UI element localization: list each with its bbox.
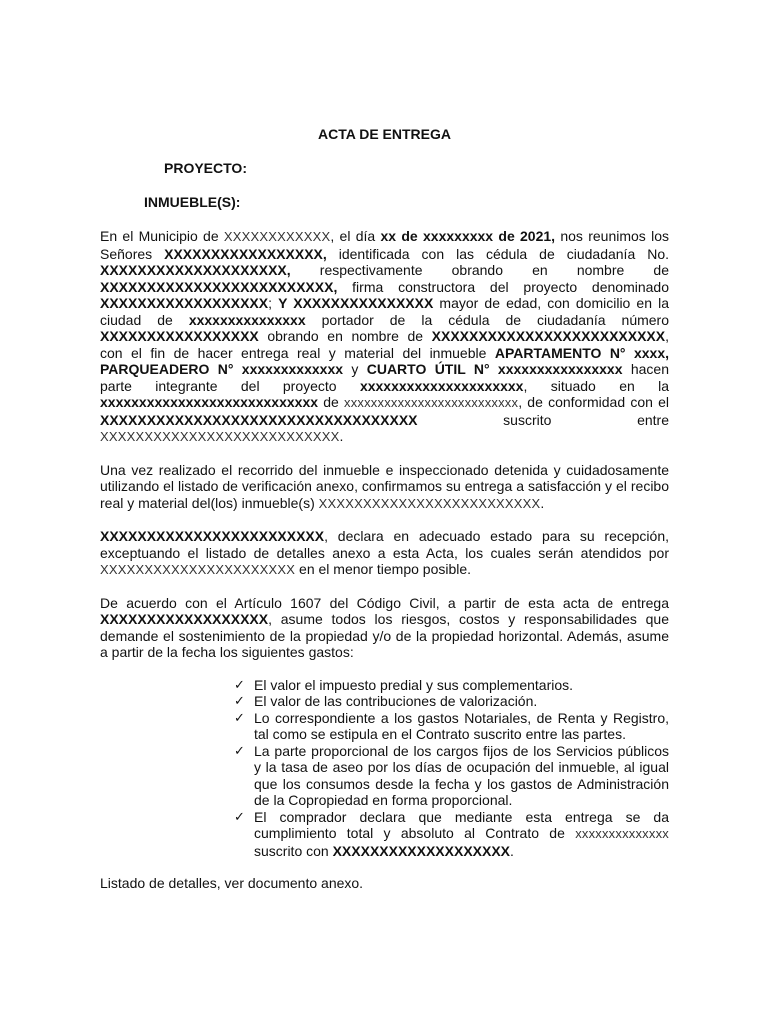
placeholder: XXXXXXXXXXXXXXXXXXXXXXXXXXX xyxy=(100,429,340,444)
placeholder: XXXXXXXXXXXXXXXXXXXXXXXXXXXXXXXXXX xyxy=(100,411,418,428)
text: hacen parte integrante del proyecto xyxy=(100,361,670,394)
placeholder: xxxxxxxxxxxxxxx xyxy=(188,311,306,328)
placeholder: xxxxxxxxxxxxxxxxxxxxxxxxxx xyxy=(344,395,519,410)
text: En el Municipio de xyxy=(100,228,224,244)
item-text: El valor de las contribuciones de valorización. xyxy=(254,693,538,709)
checklist-item xyxy=(234,809,669,860)
proyecto-label: PROYECTO: xyxy=(164,160,247,176)
check-icon: ✓ xyxy=(234,676,245,692)
text: , situado en la xyxy=(523,377,670,394)
paragraph-reunion xyxy=(100,228,669,446)
text: portador de la cédula de ciudadanía número xyxy=(305,311,670,328)
placeholder: XXXXXXXXXXXXXXXXXXXXXXXXX, xyxy=(100,278,338,295)
placeholder: XXXXXXXXXXXXXXXXXX xyxy=(100,611,269,627)
text: obrando en nombre de xyxy=(258,328,432,344)
text: , declara en adecuado estado para su recepción, exceptuando el listado de detalles anexo a esta Acta, los cuales serán atendidos por xyxy=(100,528,669,561)
item-text: . xyxy=(510,842,514,859)
placeholder: XXXXXXXXXXXXXXXXXXX xyxy=(332,842,511,859)
text: mayor de edad, con domicilio en la ciudad de xyxy=(100,295,669,328)
item-text: El valor el impuesto predial y sus complementarios. xyxy=(254,676,574,693)
placeholder: Y XXXXXXXXXXXXXXX xyxy=(278,295,434,311)
inmueble-label: INMUEBLE(S): xyxy=(144,194,241,210)
item-text: suscrito con xyxy=(254,842,333,859)
document-title: ACTA DE ENTREGA xyxy=(318,126,451,142)
check-icon: ✓ xyxy=(234,709,245,725)
text: De acuerdo con el Artículo 1607 del Código Civil, a partir de esta acta de entrega xyxy=(100,594,669,611)
text: y xyxy=(343,361,367,377)
paragraph-recepcion xyxy=(100,528,669,579)
text: firma constructora del proyecto denominado xyxy=(337,278,669,295)
fecha: xx de xxxxxxxxx de 2021, xyxy=(380,228,556,244)
checklist-item xyxy=(234,743,669,809)
checklist-item xyxy=(234,693,669,710)
placeholder: xxxxxxxxxxxxxxxxxxxxx xyxy=(359,377,524,394)
placeholder: xxxxxxxxxxxxxxxxxxxxxxxxxxxx xyxy=(100,394,319,410)
text: de xyxy=(318,394,344,410)
placeholder: XXXXXXXXXXXXXXXXXXXXXXXXX xyxy=(431,328,666,344)
text: ; xyxy=(268,295,279,311)
text: respectivamente obrando en nombre de xyxy=(290,262,669,278)
placeholder: XXXXXXXXXXXXXXXXXXXX, xyxy=(100,262,291,278)
check-icon: ✓ xyxy=(234,693,245,708)
text: en el menor tiempo posible. xyxy=(295,561,472,577)
text: . xyxy=(540,494,545,511)
text: . xyxy=(339,428,344,444)
text: , asume todos los riesgos, costos y responsabilidades que demande el sostenimiento de la propiedad y/o de la propiedad horizontal. Además, asume a partir de la fecha los siguientes gastos: xyxy=(100,611,669,660)
check-icon: ✓ xyxy=(234,808,245,824)
checklist-item xyxy=(234,710,669,743)
paragraph-recorrido xyxy=(100,462,669,513)
placeholder: XXXXXXXXXXXXXXXXX, xyxy=(164,245,327,262)
document-page xyxy=(100,126,669,908)
item-text: La parte proporcional de los cargos fijos de los Servicios públicos y la tasa de aseo por los días de ocupación del inmueble, al igual que los consumos desde la fecha y los gastos de Administración de la Copropiedad en forma proporcional. xyxy=(254,742,669,808)
item-text: Lo correspondiente a los gastos Notariales, de Renta y Registro, tal como se estipula en el Contrato suscrito entre las partes. xyxy=(254,709,669,742)
placeholder: XXXXXXXXXXXXXXXXXX xyxy=(100,295,269,311)
paragraph-codigo-civil xyxy=(100,595,669,661)
gastos-checklist xyxy=(100,677,669,860)
apartamento: APARTAMENTO N° xxxx, PARQUEADERO N° xxxxxxxxxxxxx xyxy=(100,344,670,377)
placeholder: XXXXXXXXXXXXXXXXXXXXXXXX xyxy=(100,528,325,544)
placeholder: XXXXXXXXXXXX xyxy=(223,229,331,244)
cuarto-util: CUARTO ÚTIL N° xxxxxxxxxxxxxxxx xyxy=(366,361,623,377)
text: nos reunimos los Señores xyxy=(100,228,669,262)
placeholder: XXXXXXXXXXXXXXXXXXXXXX xyxy=(100,562,296,577)
text: identificada con las cédula de ciudadanía No. xyxy=(326,245,669,262)
text: Una vez realizado el recorrido del inmueble e inspeccionado detenida y cuidadosamente utilizando el listado de verificación anexo, confirmamos su entrega a satisfacción y el recibo real y material del(los) inmueble(s) xyxy=(100,461,669,511)
closing-line: Listado de detalles, ver documento anexo. xyxy=(100,875,364,891)
placeholder: XXXXXXXXXXXXXXXXXXXXXXXXX xyxy=(318,495,541,511)
check-icon: ✓ xyxy=(234,742,245,758)
text: suscrito entre xyxy=(417,411,669,428)
placeholder: XXXXXXXXXXXXXXXXX xyxy=(100,328,259,344)
placeholder: xxxxxxxxxxxxxx xyxy=(575,826,669,841)
text: , con el fin de hacer entrega real y material del inmueble xyxy=(100,328,669,361)
text: , de conformidad con el xyxy=(518,394,669,410)
checklist-item xyxy=(234,677,669,694)
item-text: El comprador declara que mediante esta entrega se da cumplimiento total y absoluto al Contrato de xyxy=(254,808,669,841)
text: , el día xyxy=(330,228,381,244)
